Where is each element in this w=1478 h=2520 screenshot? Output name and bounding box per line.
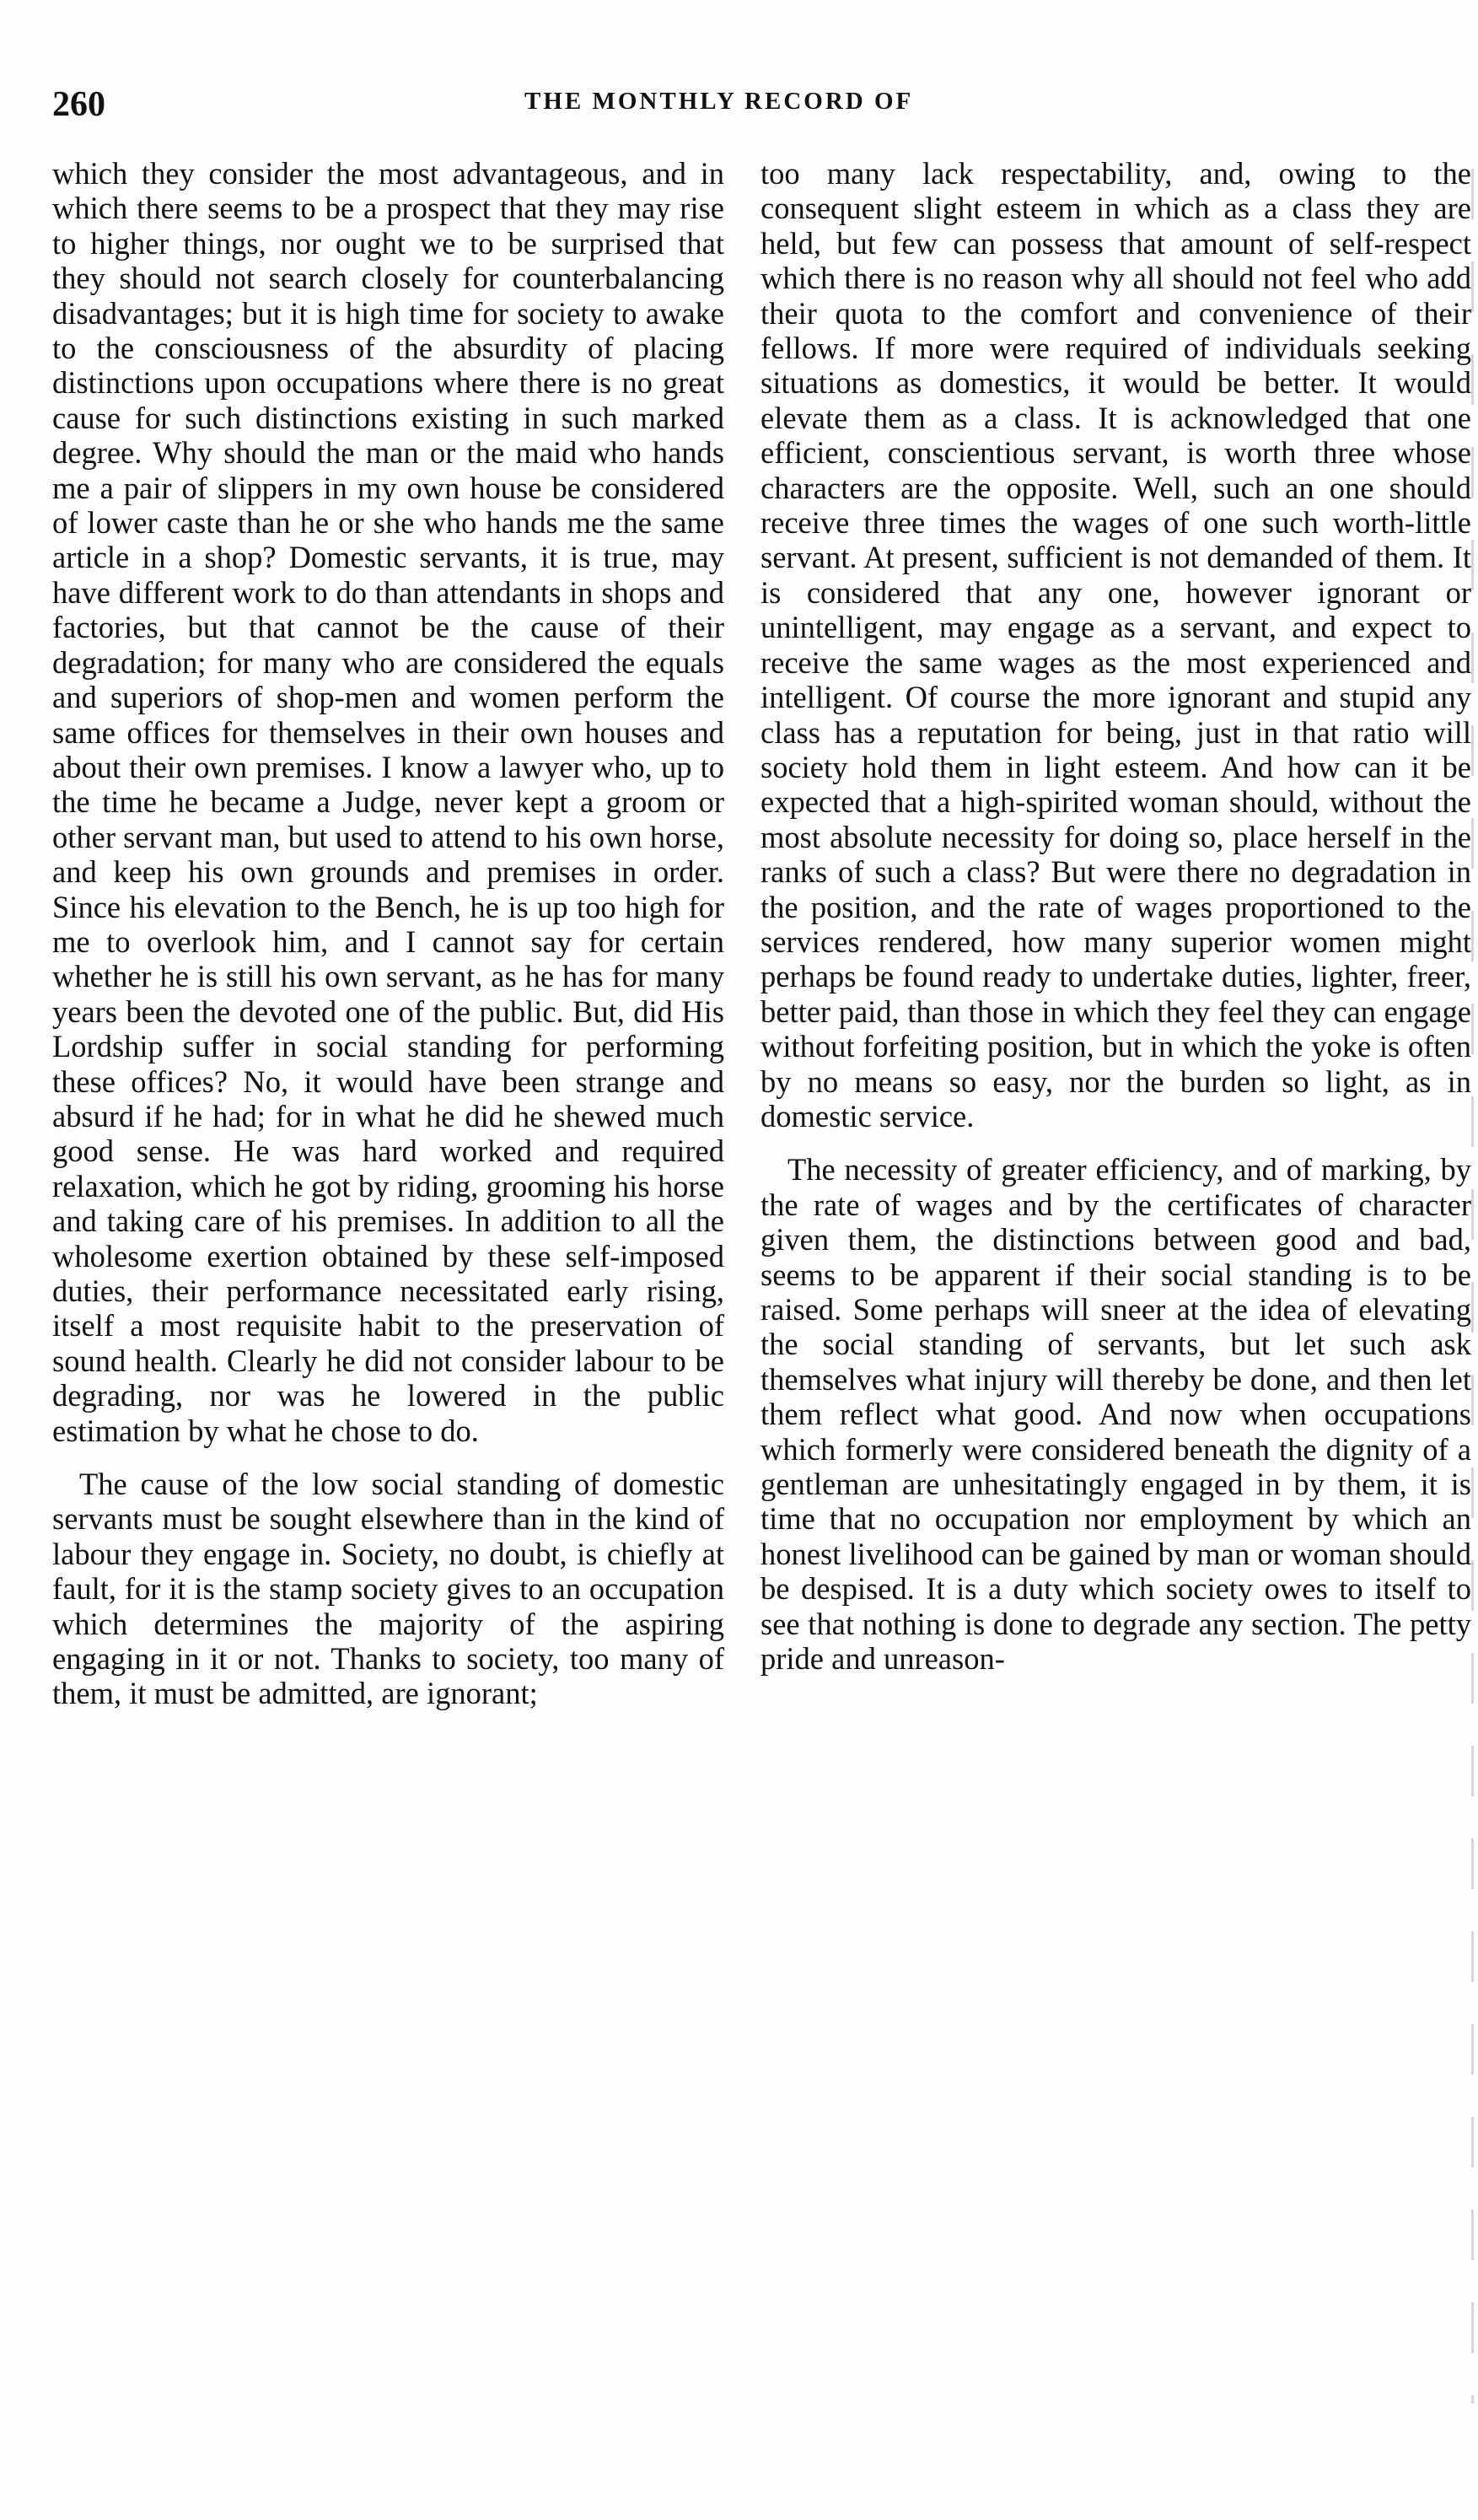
paragraph-spacer xyxy=(52,1448,724,1467)
left-paragraph-1: which they consider the most advantageous, and in which there seems to be a prospect that they may rise to higher things, nor ought we to be surprised that they should not search closely for counterbalancing disadvantages; but it is high time for society to awake to the consciousness of the absurdity of placing distinctions upon occupations where there is no great cause for such distinctions existing in such marked degree. Why should the man or the maid who hands me a pair of slippers in my own house be considered of lower caste than he or she who hands me the same article in a shop? Domestic servants, it is true, may have different work to do than attendants in shops and factories, but that cannot be the cause of their degradation; for many who are considered the equals and superiors of shop-men and women perform the same offices for themselves in their own houses and about their own premises. I know a lawyer who, up to the time he became a Judge, never kept a groom or other servant man, but used to attend to his own horse, and keep his own grounds and premises in order. Since his elevation to the Bench, he is up too high for me to overlook him, and I cannot say for certain whether he is still his own servant, as he has for many years been the devoted one of the public. But, did His Lordship suffer in social standing for performing these offices? No, it would have been strange and absurd if he had; for in what he did he shewed much good sense. He was hard worked and required relaxation, which he got by riding, grooming his horse and taking care of his premises. In addition to all the wholesome exertion obtained by these self-imposed duties, their performance necessitated early rising, itself a most requisite habit to the preservation of sound health. Clearly he did not consider labour to be degrading, nor was he lowered in the public estimation by what he chose to do. xyxy=(52,156,724,1448)
right-paragraph-2: The necessity of greater efficiency, and of marking, by the rate of wages and by the certificates of character given them, the distinctions between good and bad, seems to be apparent if their social standing is to be raised. Some perhaps will sneer at the idea of elevating the social standing of servants, but let such ask themselves what injury will thereby be done, and then let them reflect what good. And now when occupations which formerly were considered beneath the dignity of a gentleman are unhesitatingly engaged in by them, it is time that no occupation nor employment by which an honest livelihood can be gained by man or woman should be despised. It is a duty which society owes to itself to see that nothing is done to degrade any section. The petty pride and unreason- xyxy=(760,1152,1471,1677)
left-column xyxy=(52,156,724,1711)
page-header xyxy=(52,84,988,135)
right-paragraph-1: too many lack respectability, and, owing to the consequent slight esteem in which as a class they are held, but few can possess that amount of self-respect which there is no reason why all should not feel who add their quota to the comfort and convenience of their fellows. If more were required of individuals seeking situations as domestics, it would be better. It would elevate them as a class. It is acknowledged that one efficient, conscientious servant, is worth three whose characters are the opposite. Well, such an one should receive three times the wages of one such worth-little servant. At present, sufficient is not demanded of them. It is considered that any one, however ignorant or unintelligent, may engage as a servant, and expect to receive the same wages as the most experienced and intelligent. Of course the more ignorant and stupid any class has a reputation for being, just in that ratio will society hold them in light esteem. And how can it be expected that a high-spirited woman should, without the most absolute necessity for doing so, place herself in the ranks of such a class? But were there no degradation in the position, and the rate of wages proportioned to the services rendered, how many superior women might perhaps be found ready to undertake duties, lighter, freer, better paid, than those in which they feel they can engage without forfeiting position, but in which the yoke is often by no means so easy, nor the burden so light, as in domestic service. xyxy=(760,156,1471,1133)
right-column xyxy=(760,156,1471,1676)
margin-rule xyxy=(1471,169,1474,2404)
left-paragraph-2: The cause of the low social standing of domestic servants must be sought elsewhere than in the kind of labour they engage in. Society, no doubt, is chiefly at fault, for it is the stamp society gives to an occupation which determines the majority of the aspiring engaging in it or not. Thanks to society, too many of them, it must be admitted, are ignorant; xyxy=(52,1467,724,1711)
page-number: 260 xyxy=(52,85,105,124)
paragraph-spacer xyxy=(760,1133,1471,1152)
running-head: THE MONTHLY RECORD OF xyxy=(524,88,914,115)
